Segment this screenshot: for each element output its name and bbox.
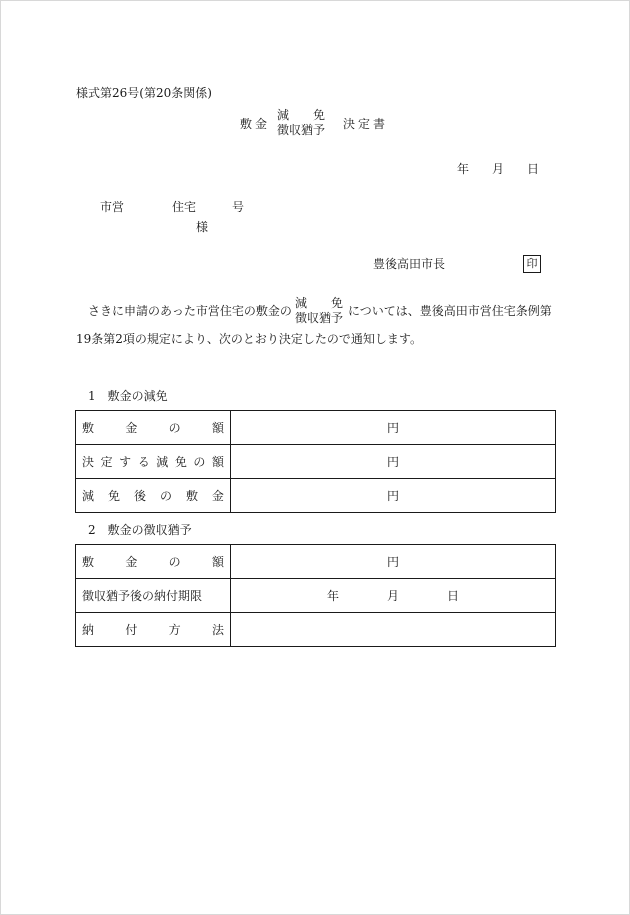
table-row [76,545,556,579]
payment-deadline-cell[interactable] [231,579,556,613]
label-char: 金 [125,421,138,435]
addressee-number: 号 [232,200,245,214]
row-label [76,479,231,513]
issuer-name: 豊後高田市長 [373,257,446,271]
body-text-before: さきに申請のあった市営住宅の敷金の [88,304,292,318]
deferral-table [75,544,556,647]
title-stack [277,108,325,138]
label-char: 減 [156,455,169,469]
label-char: る [137,455,150,469]
payment-method-cell[interactable] [231,613,556,647]
label-char: 免 [107,489,120,503]
label-char: 納 [82,623,95,637]
label-char: 額 [211,421,224,435]
body-stack-bottom: 徴収猶予 [295,311,344,325]
label-char: 額 [211,555,224,569]
body-stack-top: 減 免 [295,296,344,310]
deadline-year: 年 [326,589,339,603]
label-char: 敷 [82,555,95,569]
amount-cell[interactable]: 円 [231,479,556,513]
title-suffix: 決定書 [343,117,389,131]
row-label [76,545,231,579]
table-row [76,445,556,479]
amount-cell[interactable]: 円 [231,445,556,479]
label-char: 定 [100,455,113,469]
label-char: 減 [82,489,95,503]
label-char: の [168,421,181,435]
amount-cell[interactable]: 円 [231,411,556,445]
addressee-municipal: 市営 [100,200,125,214]
body-stack [295,296,343,326]
title-stack-top: 減 免 [277,108,326,122]
title-stack-bottom: 徴収猶予 [277,123,326,137]
section1-heading: 1 敷金の減免 [88,389,168,403]
label-char: 決 [82,455,95,469]
label-char: 方 [168,623,181,637]
row-label [76,411,231,445]
label-char: 金 [125,555,138,569]
label-char: の [159,489,172,503]
row-label: 徴収猶予後の納付期限 [76,579,231,613]
date-month: 月 [492,162,505,176]
form-number: 様式第26号(第20条関係) [76,86,212,100]
label-char: す [119,455,132,469]
label-char: 敷 [82,421,95,435]
label-char: 付 [125,623,138,637]
label-char: 法 [211,623,224,637]
deadline-month: 月 [386,589,399,603]
label-char: 後 [133,489,146,503]
title-prefix: 敷金 [240,117,271,131]
row-label [76,445,231,479]
body-text-after: については、豊後高田市営住宅条例第 [348,304,552,318]
reduction-table [75,410,556,513]
table-row [76,479,556,513]
seal-mark: 印 [523,255,541,273]
addressee-honorific: 様 [196,220,209,234]
label-char: の [193,455,206,469]
label-char: 免 [174,455,187,469]
label-char: 敷 [185,489,198,503]
row-label [76,613,231,647]
table-row [76,613,556,647]
date-day: 日 [527,162,540,176]
section2-heading: 2 敷金の徴収猶予 [88,523,192,537]
amount-cell[interactable]: 円 [231,545,556,579]
deadline-day: 日 [446,589,459,603]
label-char: の [168,555,181,569]
date-year: 年 [457,162,470,176]
body-text-line2: 19条第2項の規定により、次のとおり決定したので通知します。 [76,332,422,346]
addressee-housing: 住宅 [172,200,197,214]
table-row [76,579,556,613]
label-char: 額 [211,455,224,469]
table-row [76,411,556,445]
label-char: 金 [211,489,224,503]
